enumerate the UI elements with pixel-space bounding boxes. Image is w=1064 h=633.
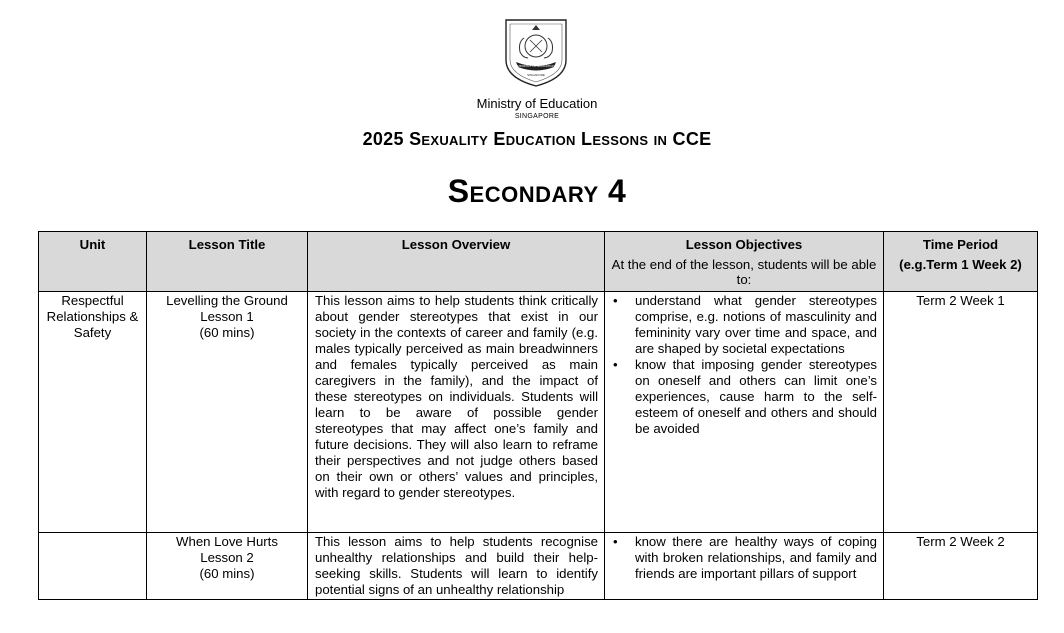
unit-cell: Respectful Relationships & Safety — [39, 292, 147, 533]
table-row — [39, 533, 1038, 600]
lessons-table — [38, 231, 1038, 600]
svg-text:MINISTRY OF EDUCATION: MINISTRY OF EDUCATION — [517, 64, 555, 68]
svg-text:SINGAPORE: SINGAPORE — [527, 73, 545, 77]
header-lesson-objectives-sub: At the end of the lesson, students will be able to: — [611, 257, 877, 287]
lesson-title-cell — [147, 533, 308, 600]
time-period-cell: Term 2 Week 2 — [884, 533, 1038, 600]
objective-item: • know there are healthy ways of coping with broken relationships, and family and friends are important pillars of support — [635, 534, 877, 582]
header-lesson-title: Lesson Title — [147, 232, 308, 292]
table-row — [39, 292, 1038, 533]
document-title: 2025 Sexuality Education Lessons in CCE — [362, 129, 712, 149]
objective-item: • know that imposing gender stereotypes on oneself and others can limit one’s experiences, cause harm to the self-esteem of oneself and others and should be avoided — [635, 357, 877, 437]
objective-item: • understand what gender stereotypes comprise, e.g. notions of masculinity and femininity vary over time and space, and are shaped by societal expectations — [635, 293, 877, 357]
header-lesson-objectives: Lesson Objectives At the end of the lesson, students will be able to: — [605, 232, 884, 292]
header-time-period: Time Period (e.g.Term 1 Week 2) — [884, 232, 1038, 292]
lesson-number: Lesson 2 — [200, 550, 254, 565]
header-unit: Unit — [39, 232, 147, 292]
objectives-list — [613, 534, 877, 582]
lesson-duration: (60 mins) — [199, 566, 255, 581]
lesson-title-cell — [147, 292, 308, 533]
moe-crest-logo — [502, 16, 570, 88]
level-heading: Secondary 4 — [447, 173, 627, 209]
time-period-cell: Term 2 Week 1 — [884, 292, 1038, 533]
lesson-objectives-cell — [605, 533, 884, 600]
lesson-overview-cell: This lesson aims to help students recognise unhealthy relationships and build their help-seeking skills. Students will learn to identify potential signs of an unhealthy relationship — [308, 533, 605, 600]
org-name: Ministry of Education — [476, 96, 598, 111]
unit-cell — [39, 533, 147, 600]
lesson-number: Lesson 1 — [200, 309, 254, 324]
table-header-row — [39, 232, 1038, 292]
lesson-duration: (60 mins) — [199, 325, 255, 340]
lesson-overview-cell: This lesson aims to help students think critically about gender stereotypes that exist in our society in the contexts of career and family (e.g. males typically perceived as main breadwinners and females typically perceived as main caregivers in the family), and the impact of these stereotypes on individuals. Students will learn to be aware of possible gender stereotypes that may affect one’s family and future decisions. They will also learn to reframe their perspectives and not judge others based on their own or others’ values and principles, with regard to gender stereotypes. — [308, 292, 605, 533]
lesson-objectives-cell — [605, 292, 884, 533]
lesson-title: Levelling the Ground — [166, 293, 288, 308]
header-lesson-overview: Lesson Overview — [308, 232, 605, 292]
objectives-list — [613, 293, 877, 437]
org-country: SINGAPORE — [514, 113, 560, 120]
header-time-period-sub: (e.g.Term 1 Week 2) — [899, 257, 1022, 272]
lesson-title: When Love Hurts — [176, 534, 278, 549]
